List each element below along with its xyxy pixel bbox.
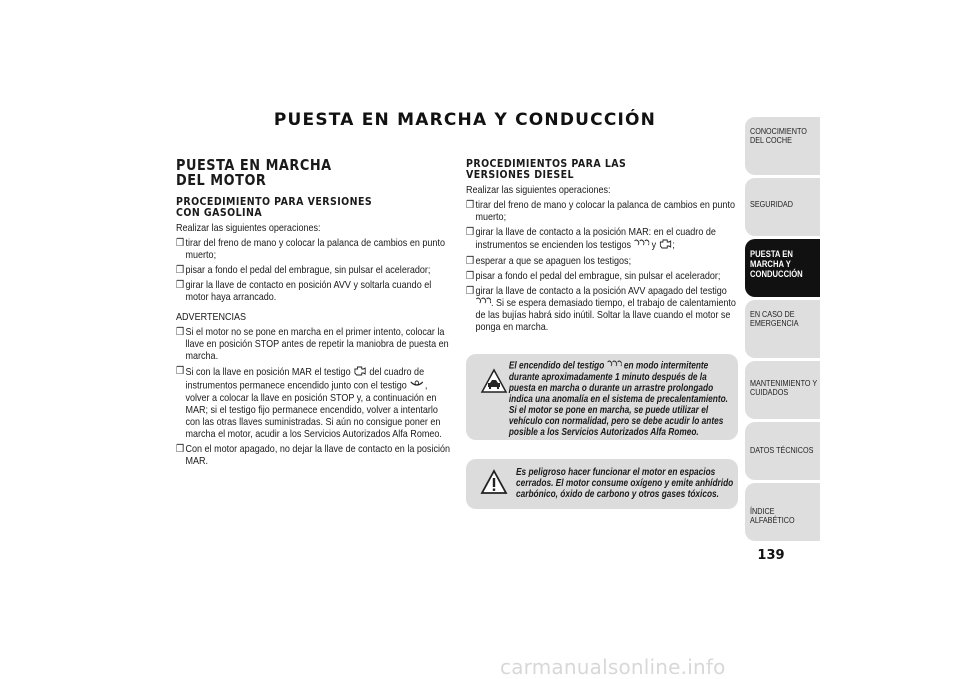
subsection-heading-line: CON GASOLINA xyxy=(176,206,263,219)
watermark: carmanualsonline.info xyxy=(500,655,726,679)
list-item xyxy=(176,237,451,261)
list-item-text: girar la llave de contacto a la posición MAR: en el cuadro de instrumentos se encienden los testigos xyxy=(475,226,716,251)
list-item xyxy=(466,270,737,282)
list-item xyxy=(176,365,451,440)
bullet-marker: ❒ xyxy=(466,255,475,267)
danger-note xyxy=(466,459,738,509)
list-item-text: tirar del freno de mano y colocar la palanca de cambios en punto muerto; xyxy=(185,237,445,261)
bullet-marker: ❒ xyxy=(466,199,475,211)
page-number: 139 xyxy=(757,548,785,563)
procedure-list xyxy=(176,237,451,303)
glow-plug-icon xyxy=(475,297,490,309)
tab-label: CONOCIMIENTO DEL COCHE xyxy=(750,126,807,145)
bullet-marker: ❒ xyxy=(176,237,185,249)
key-immobilizer-icon xyxy=(409,379,424,392)
intro-text: Realizar las siguientes operaciones: xyxy=(176,222,321,234)
list-item-text: del cuadro de instrumentos permanece encendido junto con el testigo xyxy=(185,365,425,392)
section-heading-line: VERSIONES DIESEL xyxy=(466,168,574,181)
list-item-text: , volver a colocar la llave en posición STOP y, a continuación en MAR; si el testigo fijo permanece encendido, volver a intentarlo con las otras llaves suministradas. Si aún no consigue poner en marcha el motor, acudir a los Servicios Autorizados Alfa Romeo. xyxy=(185,379,442,440)
bullet-marker: ❒ xyxy=(466,285,475,297)
section-heading xyxy=(466,158,737,180)
caution-note-text xyxy=(474,360,733,438)
section-heading-line: PROCEDIMIENTOS PARA LAS xyxy=(466,157,627,170)
tab-puesta-en-marcha[interactable] xyxy=(745,239,820,297)
list-item-text: Con el motor apagado, no dejar la llave de contacto en la posición MAR. xyxy=(185,443,451,467)
tab-label: DATOS TÉCNICOS xyxy=(750,445,814,455)
note-text-part: El encendido del testigo xyxy=(508,360,605,372)
bullet-marker: ❒ xyxy=(466,270,475,282)
list-item xyxy=(466,255,737,267)
left-column xyxy=(176,158,451,470)
list-item xyxy=(176,443,451,467)
bullet-marker: ❒ xyxy=(176,264,185,276)
tab-en-caso-de-emergencia[interactable] xyxy=(745,300,820,358)
list-item-text: girar la llave de contacto en posición AVV y soltarla cuando el motor haya arrancado. xyxy=(185,279,432,303)
tab-label: SEGURIDAD xyxy=(750,199,793,209)
bullet-marker: ❒ xyxy=(176,365,185,377)
glow-plug-icon xyxy=(607,360,622,372)
page-title: PUESTA EN MARCHA Y CONDUCCIÓN xyxy=(273,110,657,130)
list-item-text: girar la llave de contacto a la posición AVV apagado del testigo xyxy=(475,285,727,297)
list-item xyxy=(176,326,451,362)
warnings-heading: ADVERTENCIAS xyxy=(176,311,247,323)
tab-datos-tecnicos[interactable] xyxy=(745,422,820,480)
list-item-text: esperar a que se apaguen los testigos; xyxy=(475,255,632,267)
list-item xyxy=(176,279,451,303)
list-item-text: . Si se espera demasiado tiempo, el trabajo de calentamiento de las bujías habrá sido inútil. Soltar la llave cuando el motor se ponga en marcha. xyxy=(475,297,736,334)
list-item-text: ; xyxy=(672,238,675,251)
tab-mantenimiento[interactable] xyxy=(745,361,820,419)
list-item-text: y xyxy=(651,238,657,251)
tab-seguridad[interactable] xyxy=(745,178,820,236)
list-item xyxy=(466,285,737,333)
subsection-heading xyxy=(176,196,451,218)
bullet-marker: ❒ xyxy=(176,279,185,291)
tab-label: MANTENIMIENTO Y CUIDADOS xyxy=(750,378,818,397)
subsection-heading-line: PROCEDIMIENTO PARA VERSIONES xyxy=(176,195,373,208)
intro-text: Realizar las siguientes operaciones: xyxy=(466,184,611,196)
tab-label: ÍNDICE ALFABÉTICO xyxy=(750,506,795,525)
tab-indice-alfabetico[interactable] xyxy=(745,483,820,541)
list-item-text: tirar del freno de mano y colocar la palanca de cambios en punto muerto; xyxy=(475,199,735,223)
list-item xyxy=(466,199,737,223)
tab-label: EN CASO DE EMERGENCIA xyxy=(750,309,799,328)
tab-label: PUESTA EN MARCHA Y CONDUCCIÓN xyxy=(750,249,803,279)
list-item xyxy=(176,264,451,276)
engine-warning-icon xyxy=(659,238,673,252)
list-item-text: pisar a fondo el pedal del embrague, sin pulsar el acelerador; xyxy=(475,270,721,282)
list-item-text: pisar a fondo el pedal del embrague, sin pulsar el acelerador; xyxy=(185,264,431,276)
procedure-list xyxy=(466,199,737,333)
engine-warning-icon xyxy=(353,365,367,379)
glow-plug-icon xyxy=(634,239,649,251)
tab-conocimiento-del-coche[interactable] xyxy=(745,117,820,175)
list-item-text: Si el motor no se pone en marcha en el primer intento, colocar la llave en posición STOP antes de repetir la maniobra de puesta en marcha. xyxy=(185,326,449,362)
chapter-tabs xyxy=(745,117,820,544)
note-text-part: en modo intermitente durante aproximadamente 1 minuto después de la puesta en marcha o durante un arrastre prolongado indica una anomalía en el sistema de precalentamiento. Si el motor se pone en marcha, se puede utilizar el vehículo con normalidad, pero se debe acudir lo antes posible a los Servicios Autorizados Alfa Romeo. xyxy=(508,360,728,438)
danger-note-text: Es peligroso hacer funcionar el motor en espacios cerrados. El motor consume oxígeno y emite anhídrido carbónico, óxido de carbono y otros gases tóxicos. xyxy=(516,467,734,500)
bullet-marker: ❒ xyxy=(176,443,185,455)
list-item-text: Si con la llave en posición MAR el testigo xyxy=(185,365,351,378)
warnings-list xyxy=(176,326,451,467)
list-item xyxy=(466,226,737,252)
bullet-marker: ❒ xyxy=(176,326,185,338)
section-heading xyxy=(176,158,451,188)
bullet-marker: ❒ xyxy=(466,226,475,238)
caution-note xyxy=(466,354,738,440)
right-column xyxy=(466,158,737,336)
warning-triangle-icon xyxy=(480,469,508,500)
section-heading-line: PUESTA EN MARCHA xyxy=(176,156,332,174)
section-heading-line: DEL MOTOR xyxy=(176,171,267,189)
